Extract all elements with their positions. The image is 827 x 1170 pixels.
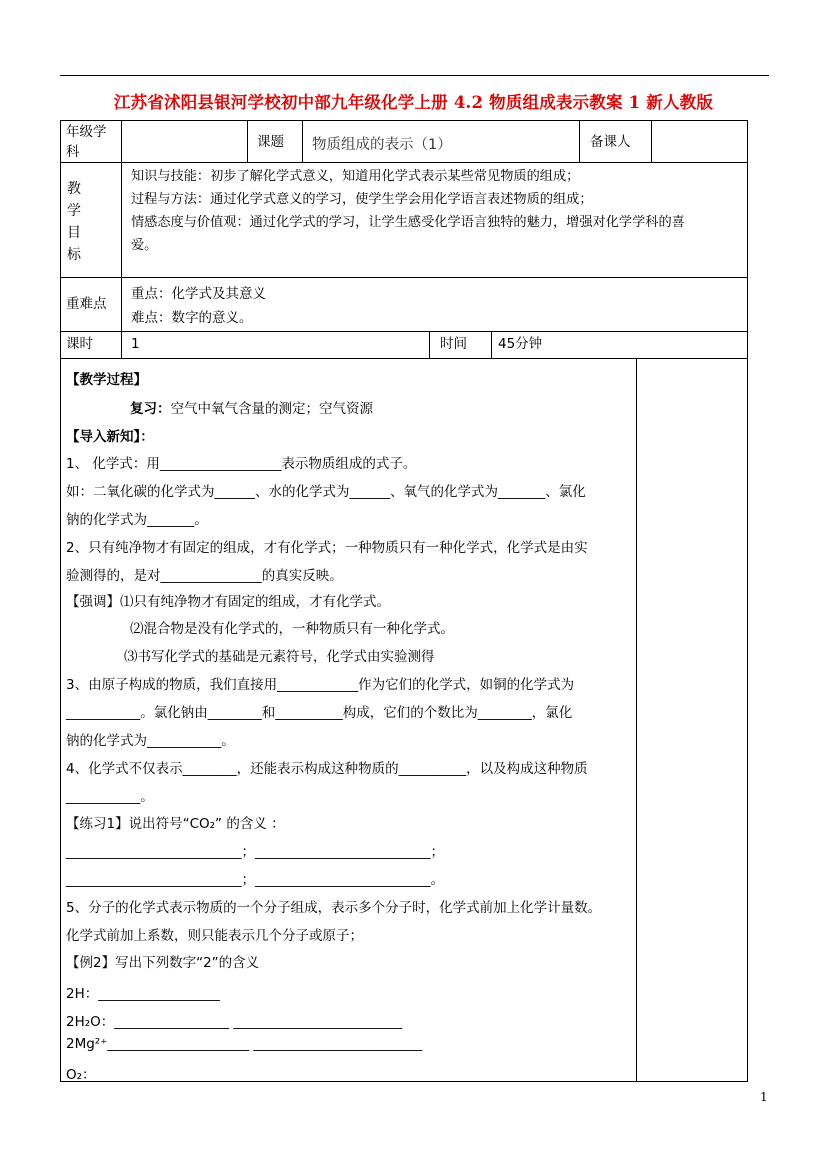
topic-label: 课题 (257, 134, 284, 150)
exercise-1-answer-line-2: __________________________；__________________________。 (66, 872, 444, 888)
example-2-2h2o: 2H₂O：_________________ _________________________ (66, 1014, 403, 1030)
author-value-cell (651, 120, 748, 163)
review-text: 空气中氧气含量的测定；空气资源 (170, 401, 373, 417)
period-label: 课时 (66, 336, 93, 352)
question-1-examples: 如：二氧化碳的化学式为______、水的化学式为______、氧气的化学式为_______、氯化 (66, 484, 586, 500)
period-value: 1 (131, 336, 140, 352)
exercise-1-answer-line-1: __________________________；__________________________； (66, 844, 444, 860)
question-1: 1、 化学式：用__________________表示物质组成的式子。 (66, 456, 417, 472)
example-2: 【例2】写出下列数字“2”的含义 (66, 955, 260, 971)
emphasis-3: ⑶书写化学式的基础是元素符号，化学式由实验测得 (124, 649, 435, 665)
question-2: 2、只有纯净物才有固定的组成，才有化学式；一种物质只有一种化学式，化学式是由实 (66, 540, 588, 556)
objective-knowledge: 知识与技能：初步了解化学式意义，知道用化学式表示某些常见物质的组成； (131, 169, 580, 184)
process-notes-cell (636, 358, 748, 1082)
example-2-o2: O₂：__________________ (66, 1067, 218, 1083)
time-value: 45分钟 (498, 336, 543, 352)
objective-process: 过程与方法：通过化学式意义的学习，使学生学会用化学语言表述物质的组成； (131, 192, 593, 207)
period-value-cell (121, 331, 430, 359)
objective-attitude-cont: 爱。 (131, 238, 158, 253)
keypoints-label: 重难点 (66, 296, 107, 312)
document-title: 江苏省沭阳县银河学校初中部九年级化学上册 4.2 物质组成表示教案 1 新人教版 (113, 93, 714, 112)
review-line (130, 397, 373, 417)
question-3-cont-2: 钠的化学式为___________。 (66, 733, 235, 749)
review-label: 复习： (130, 401, 171, 417)
grade-label-line-1: 年级学 (66, 124, 107, 140)
question-3-cont: ___________。氯化钠由________和__________构成，它们的个数比为________，氯化 (66, 705, 573, 721)
keypoint-difficulty: 难点：数字的意义。 (131, 310, 253, 326)
question-4-cont: ___________。 (66, 789, 154, 805)
example-2-2mg: 2Mg²⁺_____________________ _________________________ (66, 1036, 423, 1052)
example-2-2h: 2H：__________________ (66, 986, 220, 1002)
time-label: 时间 (440, 336, 467, 352)
emphasis-2: ⑵混合物是没有化学式的，一种物质只有一种化学式。 (130, 621, 454, 637)
question-5: 5、分子的化学式表示物质的一个分子组成，表示多个分子时，化学式前加上化学计量数。 (66, 900, 602, 916)
lesson-title: 物质组成的表示（1） (312, 137, 452, 153)
objective-attitude: 情感态度与价值观：通过化学式的学习，让学生感受化学语言独特的魅力，增强对化学学科的喜 (131, 215, 685, 230)
question-4: 4、化学式不仅表示________，还能表示构成这种物质的__________，以及构成这种物质 (66, 761, 588, 777)
objectives-label: 教 学 目 标 (67, 181, 81, 263)
keypoint-focus: 重点：化学式及其意义 (131, 286, 266, 302)
exercise-1: 【练习1】说出符号“CO₂” 的含义 ： (66, 816, 285, 832)
header-rule (60, 75, 769, 76)
author-label: 备课人 (590, 134, 631, 150)
question-1-examples-cont: 钠的化学式为_______。 (66, 512, 208, 528)
emphasis-1: 【强调】⑴只有纯净物才有固定的组成，才有化学式。 (66, 594, 390, 610)
question-5-cont: 化学式前加上系数，则只能表示几个分子或原子； (66, 928, 363, 944)
intro-heading: 【导入新知】： (66, 429, 154, 445)
question-2-cont: 验测得的，是对_______________的真实反映。 (66, 568, 343, 584)
grade-label-line-2: 科 (66, 144, 80, 160)
process-heading: 【教学过程】 (66, 372, 147, 388)
question-3: 3、由原子构成的物质，我们直接用____________作为它们的化学式，如铜的化学式为 (66, 677, 575, 693)
page-number: 1 (760, 1090, 768, 1104)
grade-value-cell (121, 120, 248, 163)
